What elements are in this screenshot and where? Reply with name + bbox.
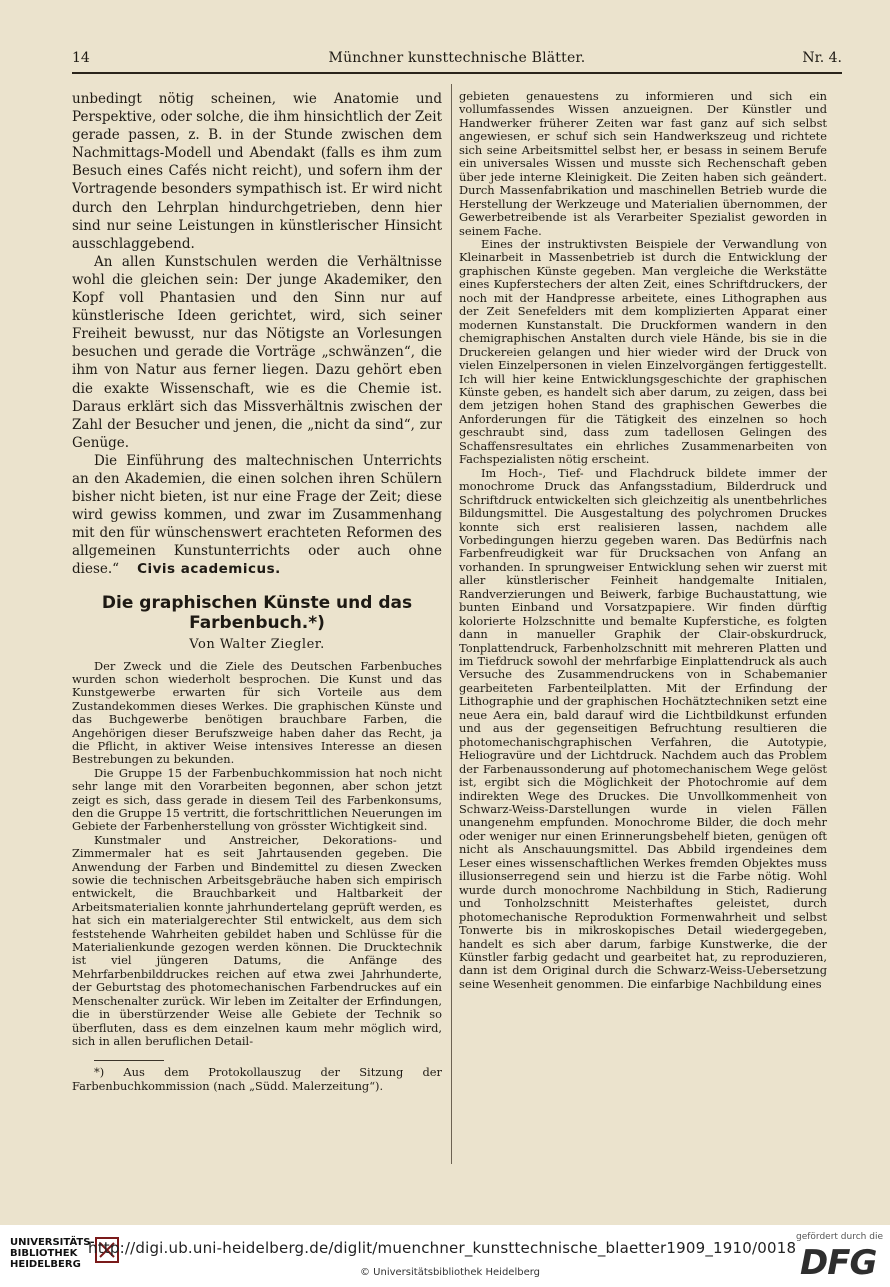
- paragraph: Kunstmaler und Anstreicher, Dekorations- und Zimmermaler hat es seit Jahrtausenden gegeben. Die Anwendung der Farben und Bindemittel zu diesen Zwecken sowie die technischen Arbeitsgebräuche haben sich empirisch entwickelt, die Brauchbarkeit und Haltbarkeit der Arbeitsmaterialien konnte jahrhundertelang geprüft werden, es hat sich ein materialgerechter Stil entwickelt, aus dem sich feststehende Wahrheiten gebildet haben und Schlüsse für die Materialienkunde gezogen werden können. Die Drucktechnik ist viel jüngeren Datums, die Anfänge des Mehrfarbenbilddruckes reichen auf etwa zwei Jahrhunderte, der Geburtstag des photomechanischen Farbendruckes auf ein Menschenalter zurück. Wir leben im Zeitalter der Erfindungen, die in überstürzender Weise alle Gebiete der Technik so überfluten, dass es dem einzelnen kaum mehr möglich wird, sich in allen beruflichen Detail-: [72, 832, 442, 1048]
- header-rule: [72, 72, 842, 74]
- intro-section: [72, 90, 442, 579]
- paragraph: Im Hoch-, Tief- und Flachdruck bildete immer der monochrome Druck das Anfangsstadium, Bilderdruck und Schriftdruck entwickelten sich gleichzeitig als unentbehrliches Bildungsmittel. Die Ausgestaltung des polychromen Druckes konnte sich erst realisieren lassen, nachdem alle Vorbedingungen hierzu gegeben waren. Das Bedürfnis nach Farbenfreudigkeit war für Drucksachen von Anfang an vorhanden. In sprungweiser Entwicklung sehen wir zuerst mit aller künstlerischer Feinheit handgemalte Initialen, Randverzierungen und Beiwerk, farbige Buchaustattung, wie bunten Einband und Vorsatzpapiere. Wir finden dürftig kolorierte Holzschnitte und bemalte Kupferstiche, es folgten dann in manueller Graphik der Clair-obskurdruck, Tonplattendruck, Farbenholzschnitt mit mehreren Platten und im Tiefdruck sowohl der mehrfarbige Einplattendruck als auch Versuche des Zusammendruckens von in Schabemanier gearbeiteten Farbenteilplatten. Mit der Erfindung der Lithographie und der graphischen Hochätztechniken setzt eine neue Aera ein, bald darauf wird die Lichtbildkunst erfunden und aus der gegenseitigen Befruchtung resultieren die photomechanischgraphischen Verfahren, die Autotypie, Heliogravüre und der Lichtdruck. Nachdem auch das Problem der Farbenaussonderung auf photomechanischem Wege gelöst ist, ergibt sich die Möglichkeit der Photochromie auf dem indirekten Wege des Druckes. Die Unvollkommenheit von Schwarz-Weiss-Darstellungen wurde in vielen Fällen unangenehm empfunden. Monochrome Bilder, die doch mehr oder weniger nur einen Erinnerungsbehelf bieten, genügen oft nicht als Anschauungsmittel. Das Abbild irgendeines dem Leser eines wissenschaftlichen Werkes fremden Objektes muss illusionserregend sein und hierzu ist die Farbe nötig. Wohl wurde durch monochrome Nachbildung in Stich, Radierung und Tonholzschnitt Meisterhaftes geleistet, durch photomechanische Reproduktion Formenwahrheit und selbst Tonwerte bis in mikroskopisches Detail wiedergegeben, handelt es sich aber darum, farbige Kunstwerke, die der Künstler farbig gedacht und gearbeitet hat, zu reproduzieren, dann ist dem Original durch die Schwarz-Weiss-Uebersetzung seine Wesenheit genommen. Die einfarbige Nachbildung eines: [459, 465, 827, 991]
- paragraph: unbedingt nötig scheinen, wie Anatomie und Perspektive, oder solche, die ihm hinsichtlich der Zeit gerade passen, z. B. in der Stunde zwischen dem Nachmittags-Modell und Abendakt (falls es ihm zum Besuch eines Cafés nicht reicht), und sofern ihm der Vortragende besonders sympathisch ist. Er wird nicht durch den Lehrplan hindurchgetrieben, denn hier sind nur seine Leistungen in künstlerischer Hinsicht ausschlaggebend.: [72, 91, 442, 252]
- copyright-notice: © Universitätsbibliothek Heidelberg: [360, 1267, 541, 1278]
- right-column: [459, 90, 827, 1170]
- article-body: [72, 660, 442, 1049]
- running-header: [72, 50, 842, 70]
- permalink-link[interactable]: http://digi.ub.uni-heidelberg.de/diglit/muenchner_kunsttechnische_blaetter1909_1910/0018: [88, 1239, 797, 1257]
- signature: Civis academicus.: [137, 561, 281, 578]
- column-divider: [451, 84, 452, 1164]
- paragraph: [72, 452, 442, 579]
- issue-number: Nr. 4.: [802, 50, 842, 66]
- byline: Von Walter Ziegler.: [189, 636, 325, 652]
- left-column: [72, 90, 442, 1172]
- paragraph: gebieten genauestens zu informieren und sich ein vollumfassendes Wissen anzueignen. Der Künstler und Handwerker früherer Zeiten war fast ganz auf sich selbst angewiesen, er schuf sich sein Handwerkszeug und richtete sich seine Arbeitsmittel selbst her, er besass in seinem Berufe ein universales Wissen und musste sich Rechenschaft geben über jede interne Kleinigkeit. Die Zeiten haben sich geändert. Durch Massenfabrikation und maschinellen Betrieb wurde die Herstellung der Werkzeuge und Materialien übernommen, der Gewerbetreibende ist als Verarbeiter Spezialist geworden in seinem Fache.: [459, 90, 827, 238]
- dfg-logo[interactable]: DFG: [800, 1243, 877, 1283]
- library-logo[interactable]: [10, 1237, 95, 1270]
- library-name: UNIVERSITÄTS- BIBLIOTHEK HEIDELBERG: [10, 1237, 95, 1270]
- footnote: [72, 1065, 442, 1093]
- journal-title: Münchner kunsttechnische Blätter.: [328, 50, 586, 66]
- paragraph-text: Die Einführung des maltechnischen Unterrichts an den Akademien, die einen solchen ihren Schülern bisher nicht bieten, ist nur eine Frage der Zeit; diese wird gewiss kommen, und zwar im Zusammenhang mit den für wünschenswert erachteten Reformen des allgemeinen Kunstunterrichts oder auch ohne diese.“: [72, 452, 442, 578]
- page-number: 14: [72, 50, 90, 66]
- footnote-rule: [94, 1060, 164, 1061]
- paragraph: An allen Kunstschulen werden die Verhältnisse wohl die gleichen sein: Der junge Akademiker, den Kopf voll Phantasien und den Sinn nur auf künstlerische Ideen gerichtet, wird, sich seiner Freiheit bewusst, nur das Nötigste an Vorlesungen besuchen und gerade die Vorträge „schwänzen“, die ihm von Natur aus ferner liegen. Dazu gehört eben die exakte Wissenschaft, wie es die Chemie ist. Daraus erklärt sich das Missverhältnis zwischen der Zahl der Besucher und jenen, die „nicht da sind“, zur Genüge.: [72, 253, 442, 451]
- article-title: Die graphischen Künste und das Farbenbuch.*): [101, 592, 413, 633]
- paragraph: Der Zweck und die Ziele des Deutschen Farbenbuches wurden schon wiederholt besprochen. Die Kunst und das Kunstgewerbe erwarten für sich Vorteile aus dem Zustandekommen dieses Werkes. Die graphischen Künste und das Buchgewerbe benötigen brauchbare Farben, die Angehörigen dieser Berufszweige haben daher das Recht, ja die Pflicht, in aktiver Weise intensives Interesse an diesen Bestrebungen zu bekunden.: [72, 658, 442, 767]
- viewer-footer: [0, 1225, 890, 1287]
- footnote-text: *) Aus dem Protokollauszug der Sitzung der Farbenbuchkommission (nach „Südd. Malerzeitung“).: [72, 1065, 442, 1094]
- paragraph: Eines der instruktivsten Beispiele der Verwandlung von Kleinarbeit in Massenbetrieb ist durch die Entwicklung der graphischen Künste gegeben. Man vergleiche die Werkstätte eines Kupferstechers der alten Zeit, eines Schriftdruckers, der noch mit der Handpresse arbeitete, eines Lithographen aus der Zeit Senefelders mit dem komplizierten Apparat einer modernen Kunstanstalt. Die Druckformen wandern in den chemigraphischen Anstalten durch viele Hände, bis sie in die Druckereien gelangen und hier wieder wird der Druck von vielen Einzelpersonen in vielen Einzelvorgängen fertiggestellt. Ich will hier keine Entwicklungsgeschichte der graphischen Künste geben, es handelt sich aber darum, zu zeigen, dass bei dem jetzigen hohen Stand des graphischen Gewerbes die Anforderungen für die Tätigkeit des einzelnen so hoch geschraubt sind, dass zum tadellosen Gelingen des Schaffensresultates ein ehrliches Zusammenarbeiten von Fachspezialisten nötig erscheint.: [459, 236, 827, 467]
- paragraph: Die Gruppe 15 der Farbenbuchkommission hat noch nicht sehr lange mit den Vorarbeiten begonnen, aber schon jetzt zeigt es sich, dass gerade in diesem Teil des Farbenkonsums, den die Gruppe 15 vertritt, die fortschrittlichen Neuerungen im Gebiete der Farbenherstellung von grösster Wichtigkeit sind.: [72, 765, 442, 834]
- funding-note: gefördert durch die: [796, 1232, 883, 1242]
